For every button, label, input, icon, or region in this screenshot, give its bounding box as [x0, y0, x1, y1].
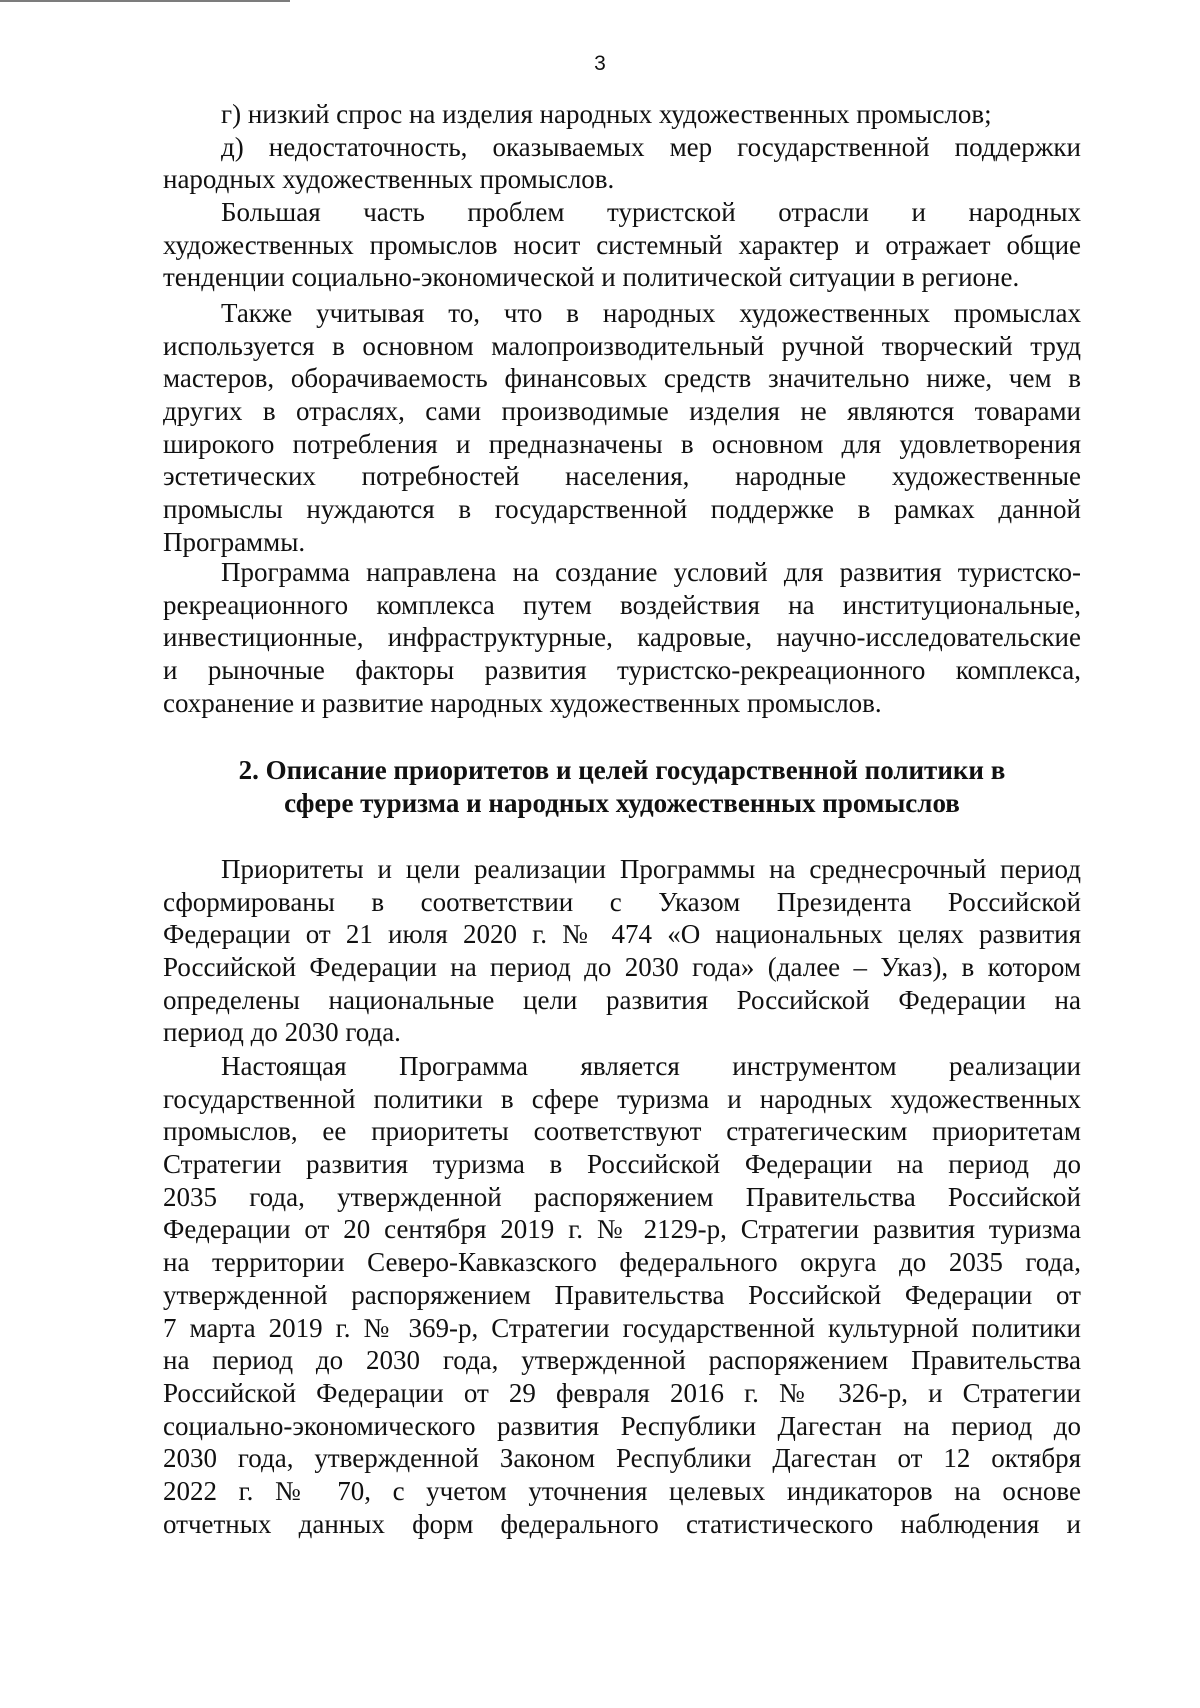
text-line: государственной политики в сфере туризма и народных художественных [163, 1083, 1081, 1114]
paragraph-crafts-support [163, 297, 1081, 559]
text-line: Федерации от 21 июля 2020 г. № 474 «О национальных целях развития [163, 919, 1081, 950]
text-line: Приоритеты и цели реализации Программы на среднесрочный период [221, 854, 1081, 884]
text-line: утвержденной распоряжением Правительства Российской Федерации от [163, 1279, 1081, 1310]
text-line: социально-экономического развития Республики Дагестан на период до [163, 1410, 1081, 1441]
text-line: Большая часть проблем туристской отрасли и народных [221, 197, 1081, 228]
text-line: Стратегии развития туризма в Российской Федерации на период до [163, 1149, 1081, 1180]
text-line: Программа направлена на создание условий для развития туристско- [221, 557, 1081, 587]
text-line: 2030 года, утвержденной Законом Республики Дагестан от 12 октября [163, 1443, 1081, 1474]
text-line: Настоящая Программа является инструментом реализации [221, 1051, 1081, 1081]
scan-edge-mark [0, 0, 290, 2]
text-line: Программы. [163, 526, 306, 557]
text-line: на период до 2030 года, утвержденной распоряжением Правительства [163, 1345, 1081, 1376]
text-line: промыслы нуждаются в государственной поддержке в рамках данной [163, 494, 1081, 525]
text-line: используется в основном малопроизводительный ручной творческий труд [163, 330, 1081, 361]
text-line: определены национальные цели развития Российской Федерации на [163, 984, 1081, 1015]
heading-line: сфере туризма и народных художественных промыслов [284, 788, 960, 818]
text-line: эстетических потребностей населения, народные художественные [163, 461, 1081, 492]
text-line: г) низкий спрос на изделия народных художественных промыслов; [221, 99, 992, 129]
text-line: отчетных данных форм федерального статистического наблюдения и [163, 1508, 1081, 1539]
text-line: Федерации от 20 сентября 2019 г. № 2129-р, Стратегии развития туризма [163, 1214, 1081, 1245]
text-line: Российской Федерации на период до 2030 года» (далее – Указ), в котором [163, 952, 1081, 983]
text-line: художественных промыслов носит системный характер и отражает общие [163, 229, 1081, 260]
paragraph-priorities [163, 853, 1081, 1049]
text-line: 7 марта 2019 г. № 369-р, Стратегии государственной культурной политики [163, 1312, 1081, 1343]
text-line: рекреационного комплекса путем воздействия на институциональные, [163, 589, 1081, 620]
text-line: Российской Федерации от 29 февраля 2016 г. № 326-р, и Стратегии [163, 1377, 1081, 1408]
text-line: на территории Северо-Кавказского федерального округа до 2035 года, [163, 1247, 1081, 1278]
text-line: тенденции социально-экономической и политической ситуации в регионе. [163, 262, 1020, 293]
text-line: период до 2030 года. [163, 1017, 401, 1048]
text-line: широкого потребления и предназначены в основном для удовлетворения [163, 428, 1081, 459]
page-number: 3 [594, 52, 606, 75]
paragraph-program-aim [163, 556, 1081, 719]
text-line: промыслов, ее приоритеты соответствуют стратегическим приоритетам [163, 1116, 1081, 1147]
heading-line: 2. Описание приоритетов и целей государственной политики в [238, 755, 1006, 785]
section-heading [163, 754, 1081, 820]
text-line: народных художественных промыслов. [163, 164, 615, 195]
text-line: и рыночные факторы развития туристско-рекреационного комплекса, [163, 655, 1081, 686]
text-line: мастеров, оборачиваемость финансовых средств значительно ниже, чем в [163, 363, 1081, 394]
text-line: Также учитывая то, что в народных художественных промыслах [221, 298, 1081, 328]
paragraph-program-instrument [163, 1050, 1081, 1540]
text-line: 2035 года, утвержденной распоряжением Правительства Российской [163, 1181, 1081, 1212]
text-line: д) недостаточность, оказываемых мер государственной поддержки [221, 131, 1081, 162]
text-line: сформированы в соответствии с Указом Президента Российской [163, 886, 1081, 917]
text-line: других в отраслях, сами производимые изделия не являются товарами [163, 396, 1081, 427]
text-line: 2022 г. № 70, с учетом уточнения целевых индикаторов на основе [163, 1475, 1081, 1506]
paragraph-problems [163, 98, 1081, 294]
text-line: инвестиционные, инфраструктурные, кадровые, научно-исследовательские [163, 622, 1081, 653]
text-line: сохранение и развитие народных художественных промыслов. [163, 687, 882, 718]
